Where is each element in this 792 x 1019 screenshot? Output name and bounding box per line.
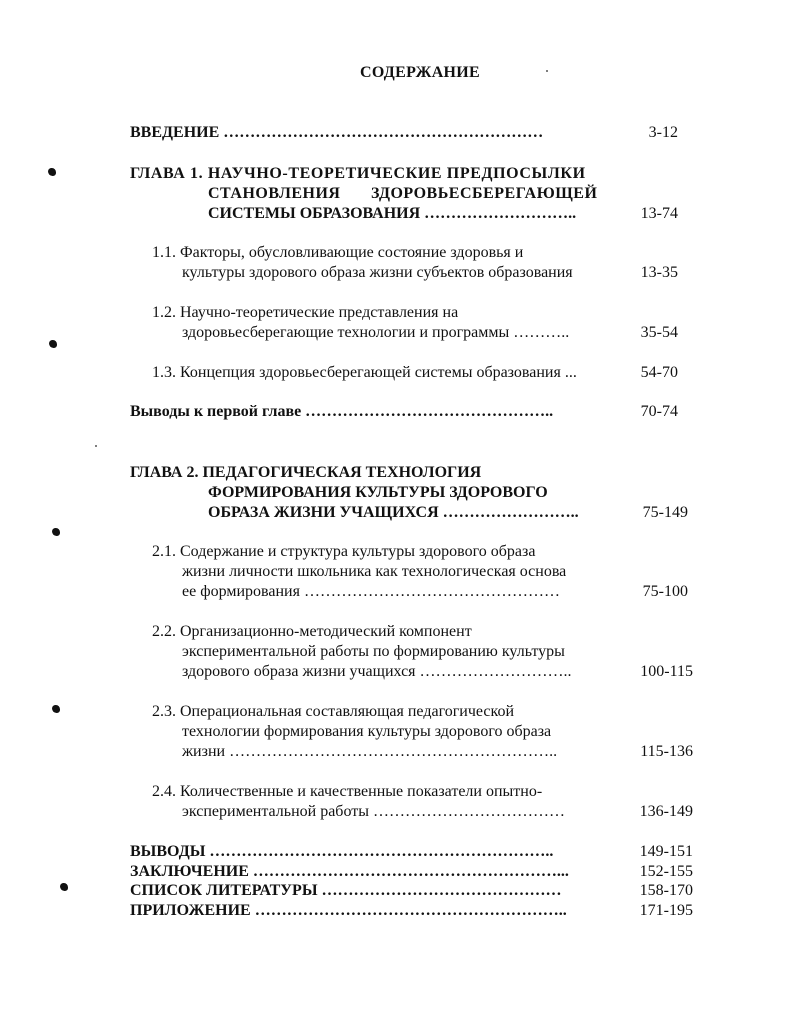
toc-chapter1-line3: СИСТЕМЫ ОБРАЗОВАНИЯ ……………………….. xyxy=(208,205,577,222)
toc-chapter1-line2: СТАНОВЛЕНИЯ ЗДОРОВЬЕСБЕРЕГАЮЩЕЙ xyxy=(208,185,598,202)
scan-dot xyxy=(95,445,97,447)
scan-speck xyxy=(49,340,57,348)
toc-entry-conclusion: ЗАКЛЮЧЕНИЕ …………………………………………………... xyxy=(130,863,569,880)
toc-section-1-1-line1: 1.1. Факторы, обусловливающие состояние здоровья и xyxy=(152,244,524,261)
toc-page-references: 158-170 xyxy=(639,882,693,899)
toc-page-1-3: 54-70 xyxy=(640,364,678,381)
toc-section-2-1-line1: 2.1. Содержание и структура культуры здорового образа xyxy=(152,543,536,560)
toc-section-2-1-line2: жизни личности школьника как технологическая основа xyxy=(182,563,567,580)
scan-speck xyxy=(48,168,56,176)
toc-section-1-2-line2: здоровьесберегающие технологии и программы ……….. xyxy=(182,324,570,341)
toc-entry-appendix: ПРИЛОЖЕНИЕ ………………………………………………….. xyxy=(130,902,567,919)
toc-page-1-1: 13-35 xyxy=(640,264,678,281)
toc-section-2-3-line2: технологии формирования культуры здорового образа xyxy=(182,723,552,740)
toc-entry-intro: ВВЕДЕНИЕ …………………………………………………… xyxy=(130,124,544,141)
toc-entry-chapter1-conclusions: Выводы к первой главе ……………………………………….. xyxy=(130,403,554,420)
toc-section-2-3-line3: жизни …………………………………………………….. xyxy=(182,743,558,760)
toc-chapter2-line2: ФОРМИРОВАНИЯ КУЛЬТУРЫ ЗДОРОВОГО xyxy=(208,484,548,501)
toc-section-2-2-line2: экспериментальной работы по формированию культуры xyxy=(182,643,565,660)
toc-page-conclusion: 152-155 xyxy=(639,863,693,880)
toc-page-2-1: 75-100 xyxy=(642,583,688,600)
scan-speck xyxy=(52,528,60,536)
toc-page-2-4: 136-149 xyxy=(639,803,693,820)
page-title: СОДЕРЖАНИЕ xyxy=(359,64,481,81)
toc-section-1-1-line2: культуры здорового образа жизни субъектов образования xyxy=(182,264,573,281)
toc-chapter1-line1: ГЛАВА 1. НАУЧНО-ТЕОРЕТИЧЕСКИЕ ПРЕДПОСЫЛКИ xyxy=(130,165,586,182)
toc-entry-findings: ВЫВОДЫ ……………………………………………………….. xyxy=(130,843,554,860)
toc-page-intro: 3-12 xyxy=(648,124,678,141)
toc-entry-references: СПИСОК ЛИТЕРАТУРЫ ……………………………………… xyxy=(130,882,562,899)
toc-section-2-4-line1: 2.4. Количественные и качественные показатели опытно- xyxy=(152,783,543,800)
toc-page-2-3: 115-136 xyxy=(640,743,693,760)
toc-section-2-2-line1: 2.2. Организационно-методический компонент xyxy=(152,623,472,640)
toc-page-chapter2: 75-149 xyxy=(642,504,688,521)
toc-section-2-4-line2: экспериментальной работы ……………………………… xyxy=(182,803,565,820)
toc-page-chapter1: 13-74 xyxy=(640,205,678,222)
toc-chapter2-line1: ГЛАВА 2. ПЕДАГОГИЧЕСКАЯ ТЕХНОЛОГИЯ xyxy=(130,464,482,481)
toc-page-chapter1-conclusions: 70-74 xyxy=(640,403,678,420)
toc-section-2-2-line3: здорового образа жизни учащихся ……………………….. xyxy=(182,663,572,680)
scan-speck xyxy=(60,883,68,891)
toc-page-appendix: 171-195 xyxy=(639,902,693,919)
toc-section-2-3-line1: 2.3. Операциональная составляющая педагогической xyxy=(152,703,515,720)
toc-page-2-2: 100-115 xyxy=(640,663,693,680)
scan-speck xyxy=(52,705,60,713)
toc-chapter2-line3: ОБРАЗА ЖИЗНИ УЧАЩИХСЯ …………………….. xyxy=(208,504,579,521)
scan-dot xyxy=(546,70,548,72)
toc-page-findings: 149-151 xyxy=(639,843,693,860)
toc-section-1-2-line1: 1.2. Научно-теоретические представления на xyxy=(152,304,459,321)
toc-page-1-2: 35-54 xyxy=(640,324,678,341)
toc-section-1-3: 1.3. Концепция здоровьесберегающей системы образования ... xyxy=(152,364,577,381)
toc-section-2-1-line3: ее формирования ………………………………………… xyxy=(182,583,560,600)
